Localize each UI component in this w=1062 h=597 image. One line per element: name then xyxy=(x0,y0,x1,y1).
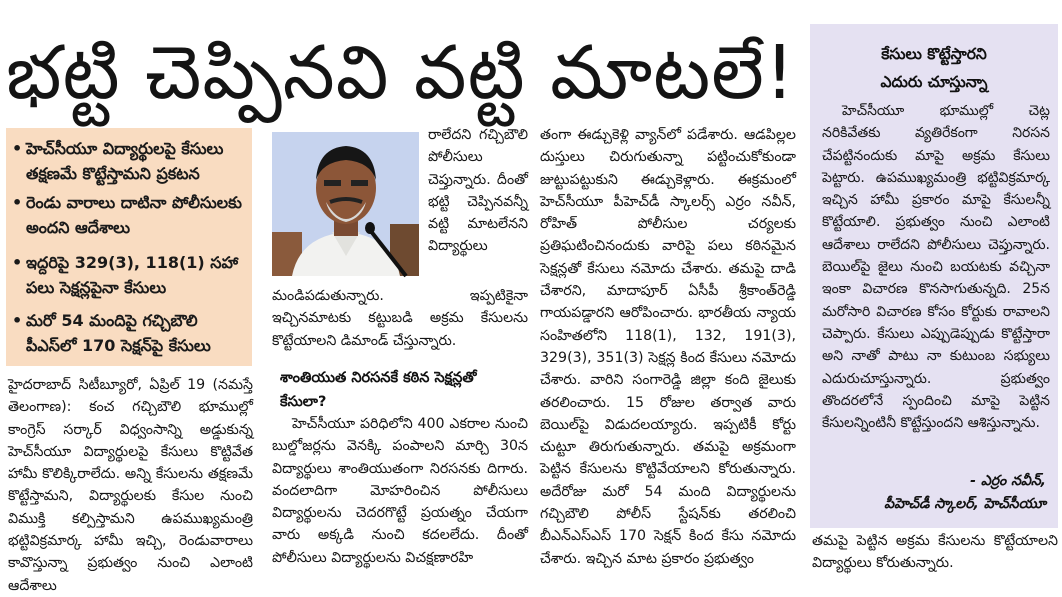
highlight-text: మరో 54 మందిపై గచ్చిబౌలి పీఎస్‌లో 170 సెక్షన్‌పై కేసులు xyxy=(26,311,211,355)
highlight-item xyxy=(12,190,248,240)
portrait-photo xyxy=(272,132,419,276)
sidebar-body xyxy=(822,100,1050,460)
sidebar-signature xyxy=(884,470,1046,515)
highlight-text: ఇద్దరిపై 329(3), 118(1) సహా పలు సెక్షన్లపైనా కేసులు xyxy=(26,253,239,297)
bullet-icon: • xyxy=(12,139,23,158)
signature-role: పీహెచ్‌డీ స్కాలర్, హెచ్‌సీయూ xyxy=(884,495,1046,512)
article-column-2-bottom xyxy=(272,413,528,591)
article-paragraph: తమపై పెట్టిన అక్రమ కేసులను కొట్టేయాలని విద్యార్థులు కోరుతున్నారు. xyxy=(812,533,1058,572)
article-paragraph: హెచ్‌సీయూ పరిధిలోని 400 ఎకరాల నుంచి బుల్డోజర్లను వెనక్కి పంపాలని మార్చి 30న విద్యార్థులు శాంతియుతంగా నిరసనకు దిగారు. వందలాదిగా మోహరించిన పోలీసులు విద్యార్థులను చెదరగొట్టే ప్రయత్నం చేయగా వారు అక్కడి నుంచి కదలలేదు. దీంతో పోలీసులు విద్యార్థులను విచక్షణారహి xyxy=(272,416,528,566)
article-column-2-mid xyxy=(272,285,528,349)
highlight-item xyxy=(12,136,248,186)
article-column-3 xyxy=(540,124,796,590)
article-column-1 xyxy=(8,374,253,594)
article-paragraph: హైదరాబాద్ సిటీబ్యూరో, ఏప్రిల్ 19 (నమస్తే తెలంగాణ): కంచ గచ్చిబౌలి భూముల్లో కాంగ్రెస్ సర్కార్ విధ్వంసాన్ని అడ్డుకున్న హెచ్‌సీయూ విద్యార్థులపై కేసులు కొట్టివేత హామీ కొలిక్కిరాలేదు. అన్ని కేసులను తక్షణమే కొట్టేస్తామని, విద్యార్థులకు కేసుల నుంచి విముక్తి కల్పిస్తామని ఉపముఖ్యమంత్రి భట్టివిక్రమార్క హామీ ఇచ్చి, రెండువారాలు కావొస్తున్నా ప్రభుత్వం నుంచి ఎలాంటి ఆదేశాలు xyxy=(8,377,253,594)
sidebar-title-line: ఎదురు చూస్తున్నా xyxy=(880,73,988,91)
headline: భట్టి చెప్పినవి వట్టి మాటలే! xyxy=(6,30,796,116)
subheading: శాంతియుత నిరసనకే కఠిన సెక్షన్లతో కేసులా? xyxy=(280,370,477,410)
article-paragraph: మండిపడుతున్నారు. ఇప్పటికైనా ఇచ్చినమాటకు కట్టుబడి అక్రమ కేసులను కొట్టేయాలని డిమాండ్ చేస్తున్నారు. xyxy=(272,288,528,349)
sidebar-title xyxy=(810,40,1058,96)
article-paragraph: రాలేదని గచ్చిబౌలి పోలీసులు చెప్తున్నారు. దీంతో భట్టి చెప్పినవన్నీ వట్టి మాటలేనని విద్యార్థులు xyxy=(428,127,528,255)
highlight-item xyxy=(12,308,248,358)
highlights-box xyxy=(6,128,252,366)
sidebar-paragraph: హెచ్‌సీయూ భూముల్లో చెట్ల నరికివేతకు వ్యతిరేకంగా నిరసన చేపట్టినందుకు మాపై అక్రమ కేసులు పెట్టారు. ఉపముఖ్యమంత్రి భట్టివిక్రమార్క ఇచ్చిన హామీ ప్రకారం మాపై కేసులన్నీ కొట్టేయాలి. ప్రభుత్వం నుంచి ఎలాంటి ఆదేశాలు రాలేదని పోలీసులు చెప్తున్నారు. బెయిల్‌పై జైలు నుంచి బయటకు వచ్చినా ఇంకా విచారణ కొనసాగుతున్నది. 25న మరోసారి విచారణ కోసం కోర్టుకు రావాలని చెప్పారు. కేసులు ఎప్పుడెప్పుడు కొట్టేస్తారా అని నాతో పాటు నా కుటుంబ సభ్యులు ఎదురుచూస్తున్నారు. ప్రభుత్వం తొందరలోనే స్పందించి మాపై పెట్టిన కేసులన్నింటినీ కొట్టేస్తుందని ఆశిస్తున్నాను. xyxy=(822,103,1050,432)
bullet-icon: • xyxy=(12,253,23,272)
highlight-text: రెండు వారాలు దాటినా పోలీసులకు అందని ఆదేశాలు xyxy=(26,193,242,237)
article-column-2-top xyxy=(428,124,528,284)
article-paragraph: తంగా ఈడ్చుకెళ్లి వ్యాన్‌లో పడేశారు. ఆడపిల్లల దుస్తులు చిరుగుతున్నా పట్టించుకోకుండా జుట్టుపట్టుకుని ఈడ్చుకెళ్లారు. ఈక్రమంలో హెచ్‌సీయూ పీహెచ్‌డీ స్కాలర్స్ ఎర్రం నవీన్, రోహిత్ పోలీసుల చర్యలకు ప్రతిఘటించినందుకు వారిపై పలు కఠినమైన సెక్షన్లతో కేసులు నమోదు చేశారు. తమపై దాడి చేశారని, మాదాపూర్ ఏసీపీ శ్రీకాంత్‌రెడ్డి గాయపడ్డారని ఆరోపించారు. భారతీయ న్యాయ సంహితలోని 118(1), 132, 191(3), 329(3), 351(3) సెక్షన్ల కింద కేసులు నమోదు చేశారు. వారిని సంగారెడ్డి జిల్లా కంది జైలుకు తరలించారు. 15 రోజుల తర్వాత వారు బెయిల్‌పై విడుదలయ్యారు. ఇప్పటికీ కోర్టు చుట్టూ తిరుగుతున్నారు. తమపై అక్రమంగా పెట్టిన కేసులను కొట్టివేయాలని కోరుతున్నారు. అదేరోజు మరో 54 మంది విద్యార్థులను గచ్చిబౌలి పోలీస్ స్టేషన్‌కు తరలించి బీఎన్ఎస్ఎస్ 170 సెక్షన్ కింద కేసు నమోదు చేశారు. ఇచ్చిన మాట ప్రకారం ప్రభుత్వం xyxy=(540,127,796,567)
highlight-text: హెచ్‌సీయూ విద్యార్థులపై కేసులు తక్షణమే కొట్టేస్తామని ప్రకటన xyxy=(26,139,224,183)
bullet-icon: • xyxy=(12,193,23,212)
highlight-item xyxy=(12,250,248,300)
article-column-4 xyxy=(812,530,1058,590)
bullet-icon: • xyxy=(12,311,23,330)
signature-name: - ఎర్రం నవీన్, xyxy=(970,473,1046,489)
portrait-illustration xyxy=(272,132,419,276)
quote-sidebar xyxy=(810,24,1058,528)
sidebar-title-line: కేసులు కొట్టేస్తారని xyxy=(881,45,987,63)
